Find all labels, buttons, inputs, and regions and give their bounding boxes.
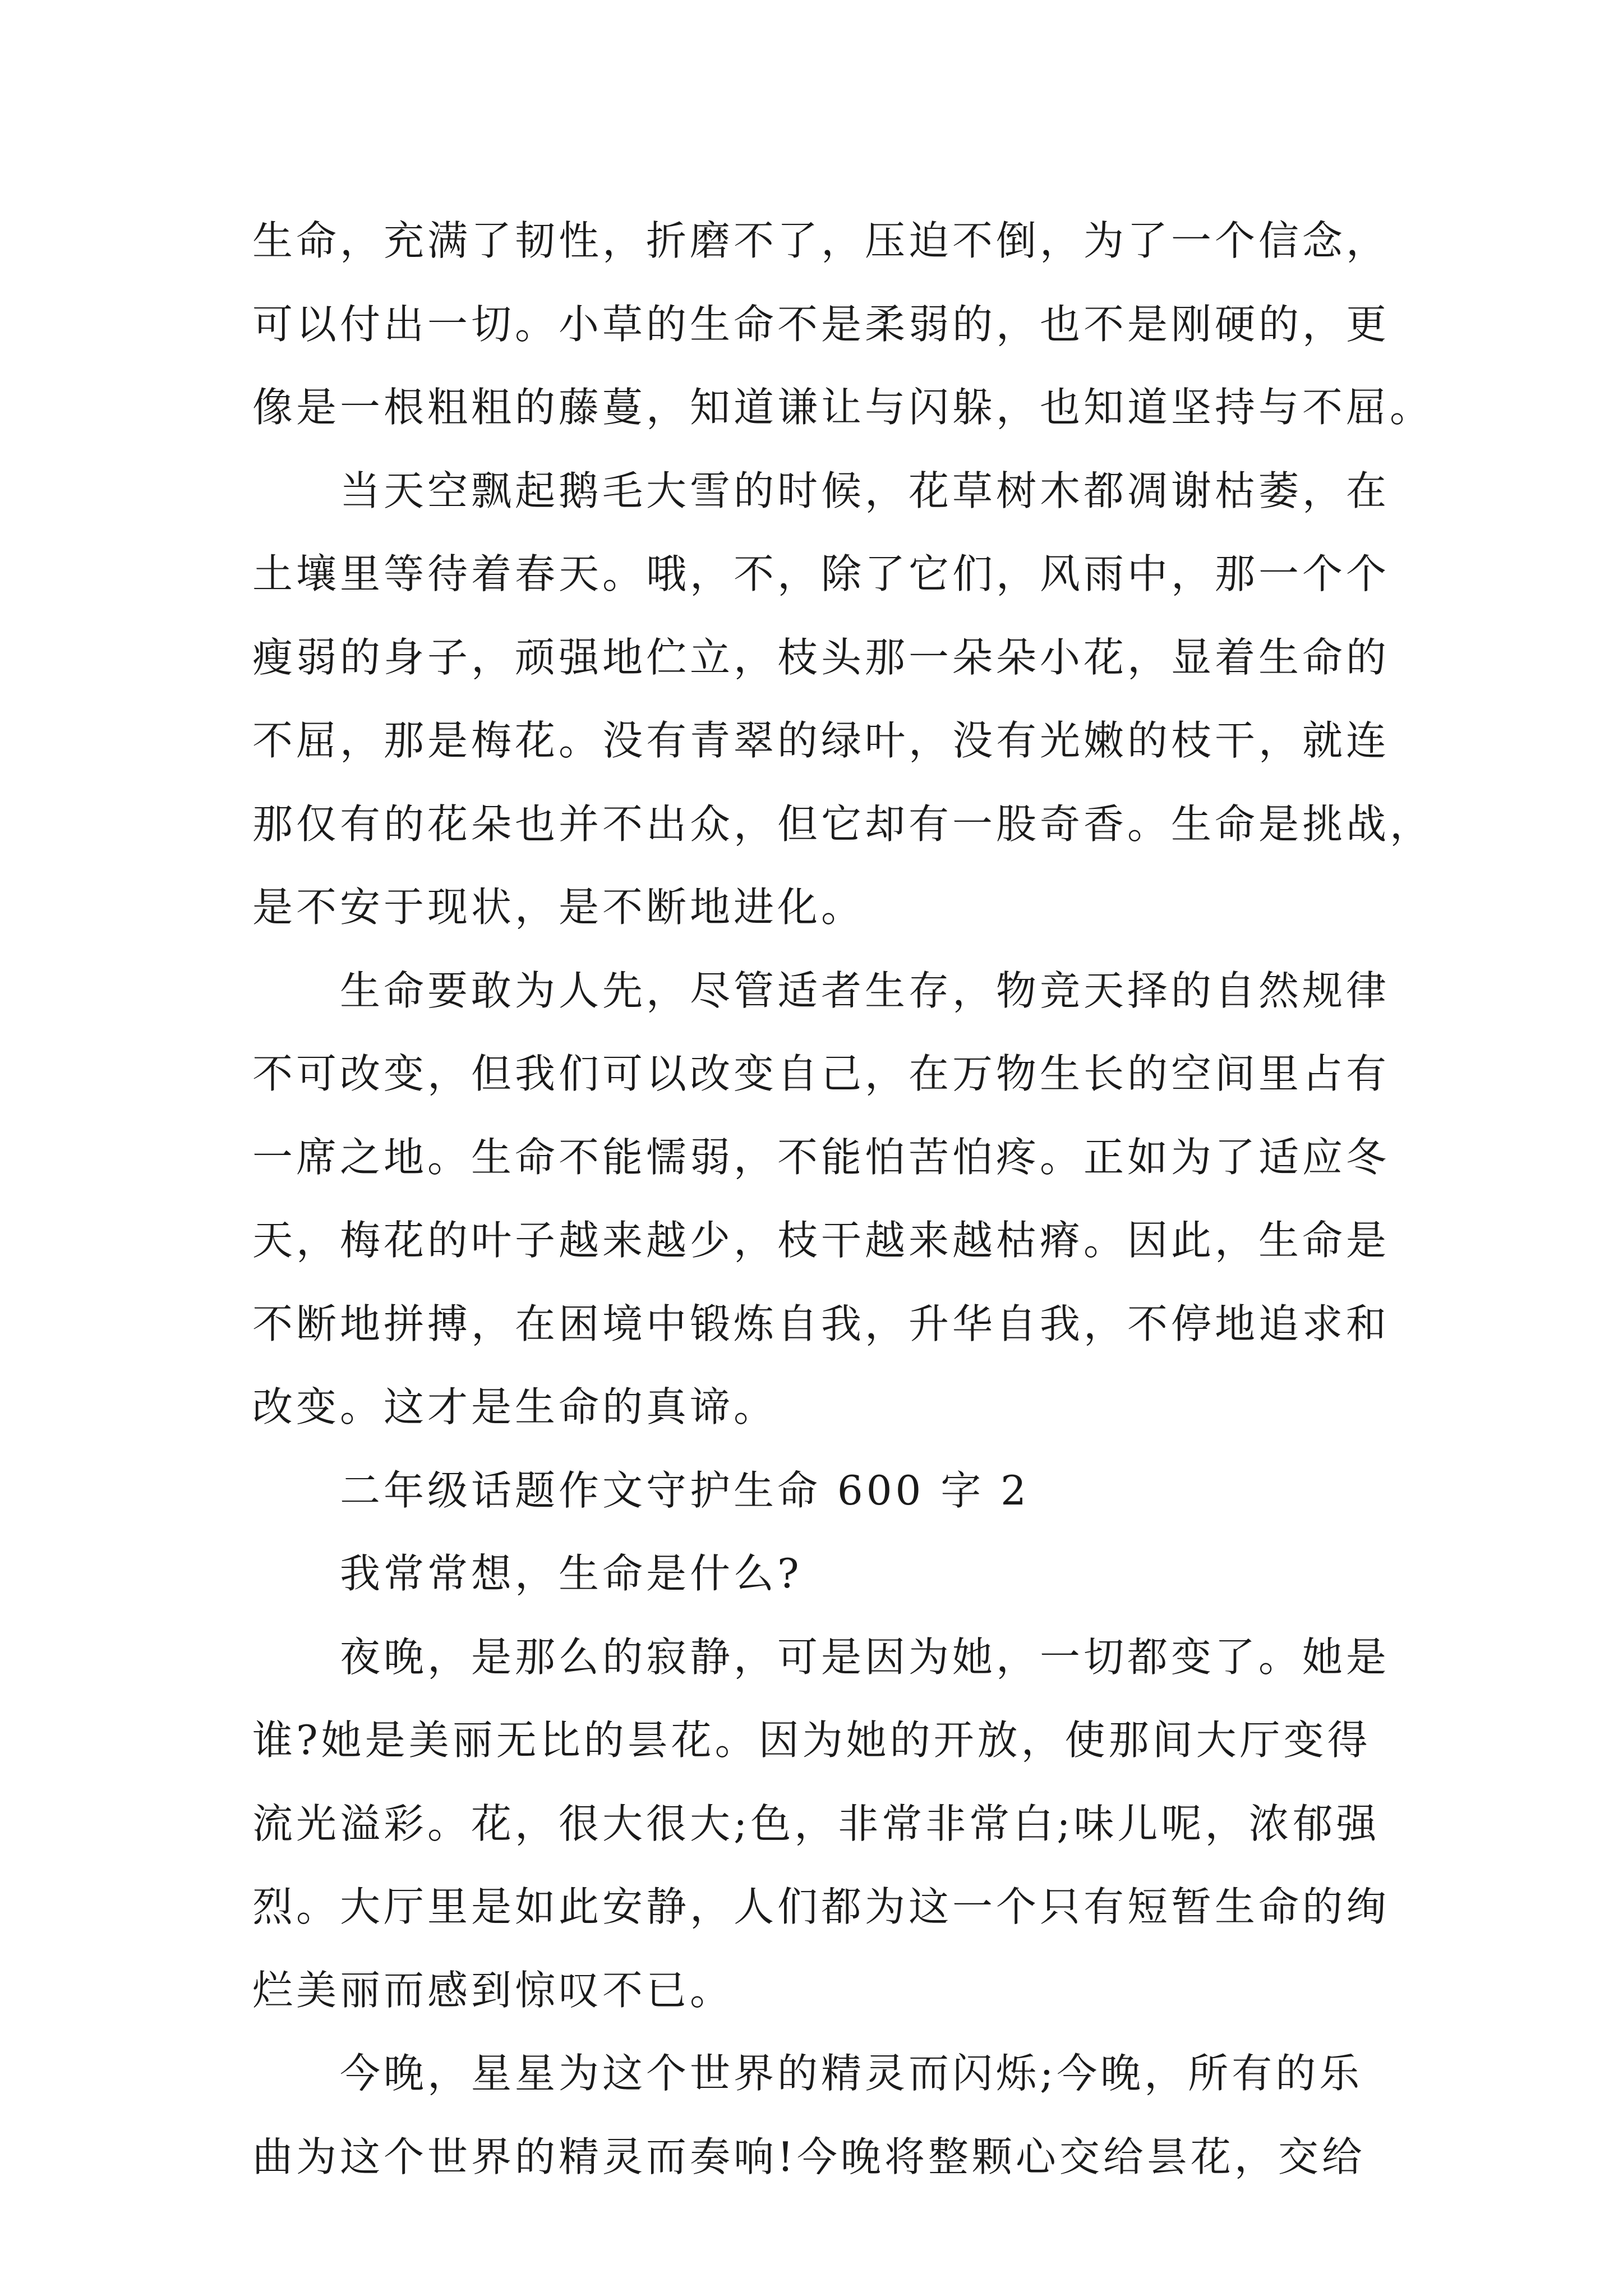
text-line: 是不安于现状，是不断地进化。 — [252, 884, 865, 931]
text-line: 那仅有的花朵也并不出众，但它却有一股奇香。生命是挑战， — [252, 800, 1434, 848]
paragraph-start-line: 当天空飘起鹅毛大雪的时候，花草树木都凋谢枯萎，在 — [340, 467, 1390, 514]
document-body — [252, 199, 1434, 2198]
text-line: 烂美丽而感到惊叹不已。 — [252, 1966, 734, 2014]
text-line: 流光溢彩。花，很大很大;色，非常非常白;味儿呢，浓郁强 — [252, 1800, 1380, 1847]
section-heading: 二年级话题作文守护生命 600 字 2 — [340, 1466, 1030, 1514]
paragraph-start-line: 今晚，星星为这个世界的精灵而闪烁;今晚，所有的乐 — [340, 2050, 1363, 2097]
text-line: 曲为这个世界的精灵而奏响!今晚将整颗心交给昙花，交给 — [252, 2133, 1366, 2180]
text-line: 土壤里等待着春天。哦，不，除了它们，风雨中，那一个个 — [252, 550, 1390, 597]
text-line: 天，梅花的叶子越来越少，枝干越来越枯瘠。因此，生命是 — [252, 1217, 1390, 1264]
text-line: 谁?她是美丽无比的昙花。因为她的开放，使那间大厅变得 — [252, 1717, 1371, 1764]
text-line: 可以付出一切。小草的生命不是柔弱的，也不是刚硬的，更 — [252, 300, 1390, 348]
text-line: 不可改变，但我们可以改变自己，在万物生长的空间里占有 — [252, 1050, 1390, 1097]
paragraph-start-line: 生命要敢为人先，尽管适者生存，物竞天择的自然规律 — [340, 967, 1390, 1014]
text-line: 不屈，那是梅花。没有青翠的绿叶，没有光嫩的枝干，就连 — [252, 717, 1390, 764]
text-line: 改变。这才是生命的真谛。 — [252, 1383, 778, 1430]
paragraph-start-line: 我常常想，生命是什么? — [340, 1550, 803, 1597]
text-line: 烈。大厅里是如此安静，人们都为这一个只有短暂生命的绚 — [252, 1883, 1390, 1930]
paragraph-start-line: 夜晚，是那么的寂静，可是因为她，一切都变了。她是 — [340, 1633, 1390, 1681]
text-line: 一席之地。生命不能懦弱，不能怕苦怕疼。正如为了适应冬 — [252, 1133, 1390, 1181]
text-line: 瘦弱的身子，顽强地伫立，枝头那一朵朵小花，显着生命的 — [252, 633, 1390, 681]
text-line: 生命，充满了韧性，折磨不了，压迫不倒，为了一个信念， — [252, 217, 1390, 264]
text-line: 不断地拼搏，在困境中锻炼自我，升华自我，不停地追求和 — [252, 1300, 1390, 1347]
text-line: 像是一根粗粗的藤蔓，知道谦让与闪躲，也知道坚持与不屈。 — [252, 384, 1434, 431]
